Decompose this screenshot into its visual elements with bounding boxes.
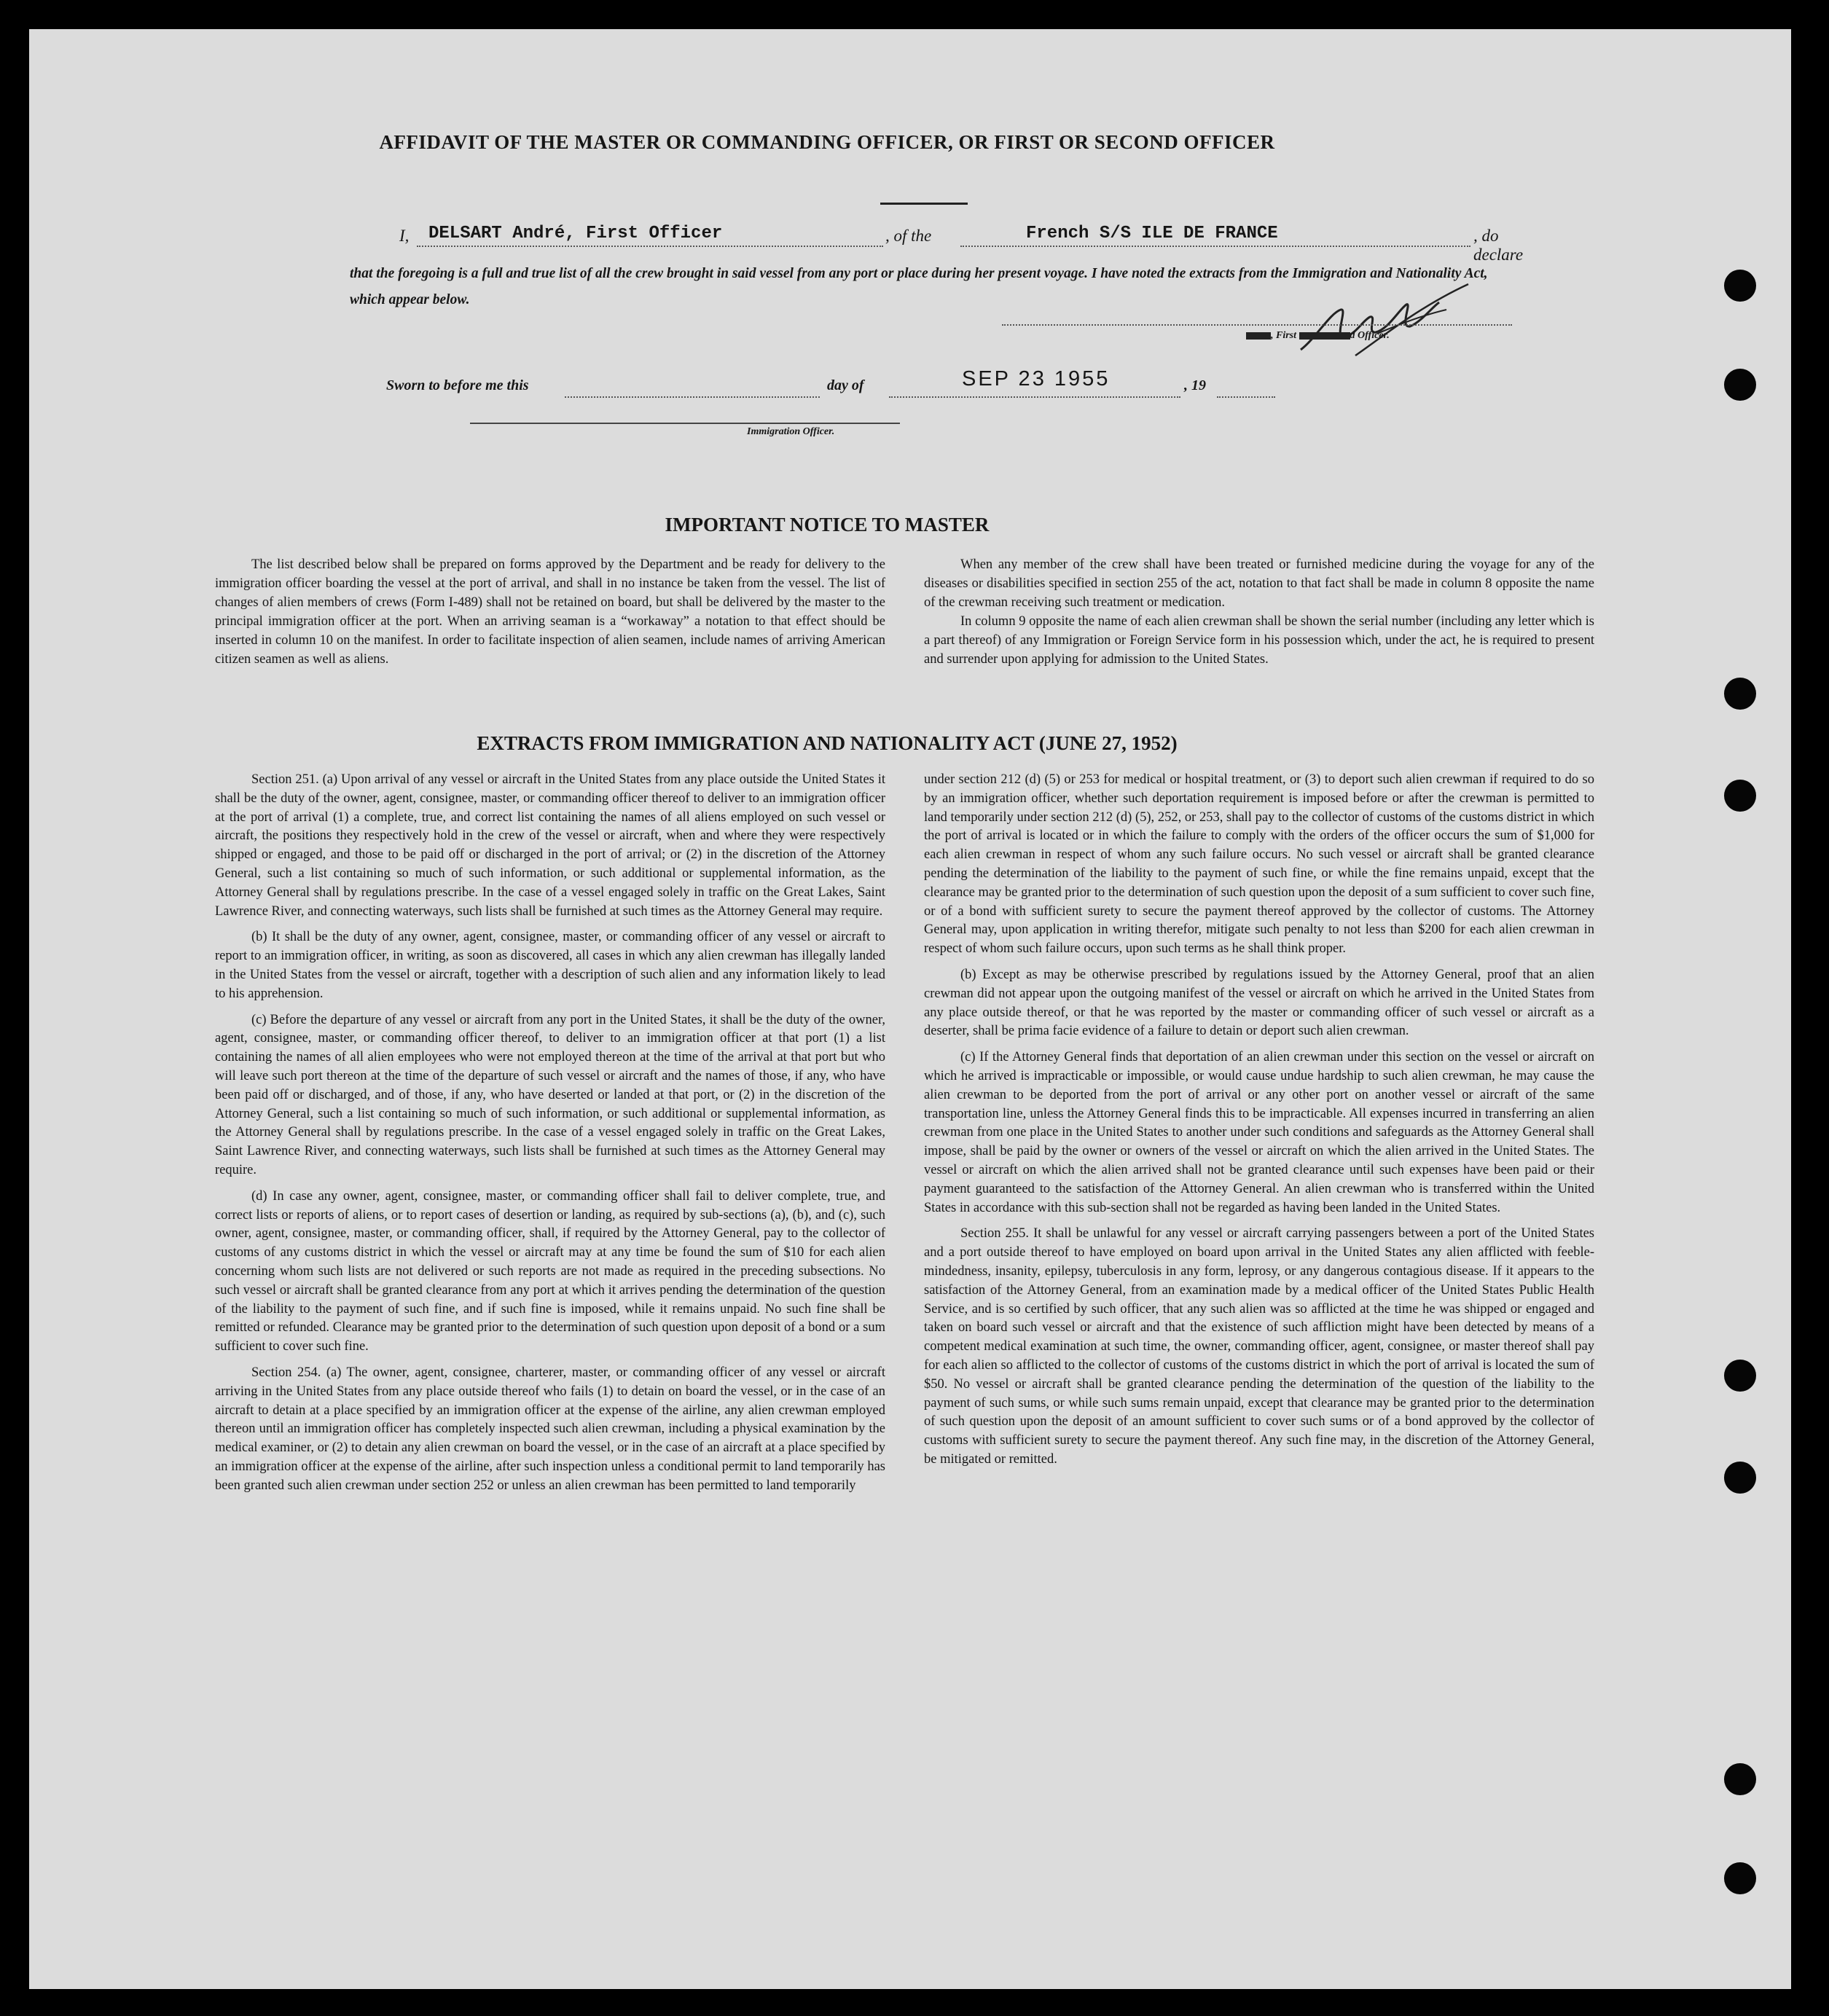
day-of-label: day of [827, 377, 864, 393]
do-declare-label: , do declare [1473, 227, 1524, 264]
of-the-label: , of the [885, 227, 932, 245]
sworn-label: Sworn to before me this [386, 377, 529, 393]
document-page [29, 29, 1791, 1989]
declaration-text: that the foregoing is a full and true list of all the crew brought in said vessel from any port or place during her present voyage. I have noted the extracts from the Immigration and Nationality Act, which appear below. [350, 266, 1488, 307]
notice-paragraph: In column 9 opposite the name of each alien crewman shall be shown the serial number (including any letter which is a part thereof) of any Immigration or Foreign Service form in his possession which, under the act, he is required to present and surrender upon applying for admission to the United States. [924, 614, 1594, 667]
notice-left-column [215, 555, 885, 676]
declaration-line [350, 222, 1530, 264]
section-254a-continued: under section 212 (d) (5) or 253 for medical or hospital treatment, or (3) to deport such alien crewman if required to do so by an immigration officer, whether such deportation requirement is imposed before or after the crewman is permitted to land temporarily under section 212 (d) (5), 252, or 253, shall pay to the collector of customs of the customs district in which the port of arrival is located or in which the failure to comply with the orders of the officer occurs the sum of $1,000 for each alien crewman in respect of whom any such failure occurs. No such vessel or aircraft shall be granted clearance pending the determination of the liability to the payment of such fine, or while the fine remains unpaid, except that the clearance may be granted prior to the determination of such question upon the deposit of a sum sufficient to cover such fine, or of a bond with sufficient surety to secure the payment thereof approved by the collector of customs. The Attorney General may, upon application in writing therefor, mitigate such penalty to not less than $200 for each alien crewman in respect of whom such failure occurs, upon such terms as he shall think proper. [924, 772, 1594, 957]
vessel-name: French S/S ILE DE FRANCE [1026, 224, 1278, 243]
extracts-right-column [924, 771, 1594, 1477]
title-rule [880, 203, 968, 205]
section-254a: Section 254. (a) The owner, agent, consignee, charterer, master, or commanding officer of any vessel or aircraft arriving in the United States from any place outside thereof who fails (1) to detain on board the vessel, or in the case of an aircraft to detain at a place specified by an immigration officer at the expense of the airline, any alien crewman employed thereon until an immigration officer has completely inspected such alien crewman, including a physical examination by the medical examiner, or (2) to detain any alien crewman on board the vessel, or in the case of an aircraft at a place specified by an immigration officer at the expense of the airline, after such inspection unless a conditional permit to land temporarily has been granted such alien crewman under section 252 or unless an alien crewman has been permitted to land temporarily [215, 1365, 885, 1493]
officer-name: DELSART André, First Officer [428, 224, 723, 243]
officer-signature [1290, 270, 1472, 364]
officer-caption: , First d Officer. [1246, 330, 1390, 342]
affidavit-title: AFFIDAVIT OF THE MASTER OR COMMANDING OFFICER, OR FIRST OR SECOND OFFICER [379, 131, 1275, 153]
punch-hole [1724, 270, 1756, 302]
punch-hole [1724, 678, 1756, 710]
immigration-officer-caption: Immigration Officer. [747, 426, 835, 437]
section-254c: (c) If the Attorney General finds that deportation of an alien crewman under this section on the vessel or aircraft on which he arrived is impracticable or impossible, or would cause undue hardship to such alien crewman, he may cause the alien crewman to be deported from the port of arrival or any other port on another vessel or aircraft of the same transportation line, unless the Attorney General finds this to be impracticable. All expenses incurred in transferring an alien crewman from one place in the United States to another under such conditions and safeguards as the Attorney General shall impose, shall be paid by the owner or owners of the vessel or aircraft on which the alien arrived in the United States. The vessel or aircraft on which the alien arrived shall not be granted clearance until such expenses have been paid or their payment guaranteed to the satisfaction of the Attorney General. An alien crewman who is transferred within the United States in accordance with this sub-section shall not be regarded as having been landed in the United States. [924, 1050, 1594, 1215]
section-251a: Section 251. (a) Upon arrival of any vessel or aircraft in the United States from any place outside the United States it shall be the duty of the owner, agent, consignee, master, or commanding officer thereof to deliver to an immigration officer at the port of arrival (1) a complete, true, and correct list containing the names of all aliens employed on such vessel or aircraft, the positions they respectively hold in the crew of the vessel or aircraft, when and where they were respectively shipped or engaged, and those to be paid off or discharged in the port of arrival; or (2) in the discretion of the Attorney General, such a list containing so much of such information, or such additional or supplemental information, as the Attorney General shall by regulations prescribe. In the case of a vessel engaged solely in traffic on the Great Lakes, Saint Lawrence River, and connecting waterways, such lists shall be furnished at such times as the Attorney General may require. [215, 772, 885, 919]
notice-paragraph: The list described below shall be prepared on forms approved by the Department and be ready for delivery to the immigration officer boarding the vessel at the port of arrival, and shall in no instance be taken from the vessel. The list of changes of alien members of crews (Form I-489) shall not be retained on board, but shall be delivered by the master to the principal immigration officer at the port. When an arriving seaman is a “workaway” a notation to that effect should be inserted in column 10 on the manifest. In order to facilitate inspection of alien seamen, include names of arriving American citizen seamen as well as aliens. [215, 557, 885, 667]
section-251b: (b) It shall be the duty of any owner, agent, consignee, master, or commanding officer of any vessel or aircraft to report to an immigration officer, in writing, as soon as discovered, all cases in which any alien crewman has illegally landed in the United States from the vessel or aircraft, together with a description of such alien and any information likely to lead to his apprehension. [215, 930, 885, 1001]
punch-hole [1724, 1763, 1756, 1795]
notice-right-column [924, 555, 1594, 676]
punch-hole [1724, 1462, 1756, 1494]
section-255: Section 255. It shall be unlawful for any vessel or aircraft carrying passengers between a port of the United States and a port outside thereof to have employed on board upon arrival in the United States any alien afflicted with feeble-mindedness, insanity, epilepsy, tuberculosis in any form, leprosy, or any dangerous contagious disease. If it appears to the satisfaction of the Attorney General, from an examination made by a medical officer of the United States Public Health Service, and is so certified by such officer, that any such alien was so afflicted at the time he was shipped or engaged and taken on board such vessel or aircraft and that the existence of such affliction might have been detected by means of a competent medical examination at such time, the owner, commanding officer, agent, consignee, or master thereof shall pay for each alien so afflicted to the collector of customs of the customs district in which the port of arrival is located the sum of $50. No vessel or aircraft shall be granted clearance pending the determination of the question of the liability to the payment of such sums, or while such sums remain unpaid, except that clearance may be granted prior to the determination of such question upon the deposit of an amount sufficient to cover such sums or of a bond approved by the collector of customs with sufficient surety to secure the payment thereof. Any such fine may, in the discretion of the Attorney General, be mitigated or remitted. [924, 1226, 1594, 1467]
date-stamp: SEP 23 1955 [962, 367, 1111, 391]
notice-title: IMPORTANT NOTICE TO MASTER [665, 514, 990, 536]
year-prefix: , 19 [1184, 377, 1206, 393]
section-251d: (d) In case any owner, agent, consignee, master, or commanding officer shall fail to deliver complete, true, and correct lists or reports of aliens, or to report cases of desertion or landing, as required by sub-sections (a), (b), and (c), such owner, agent, consignee, master, or commanding officer, shall, if required by the Attorney General, pay to the collector of customs of any customs district in which the vessel or aircraft may at any time be found the sum of $10 for each alien concerning whom such lists are not delivered or such reports are not made as required in the preceding subsections. No such vessel or aircraft shall be granted clearance from any port at which it arrives pending the determination of the question of the liability to the payment of such fine, and if such fine is imposed, while it remains unpaid. No such fine shall be remitted or refunded. Clearance may be granted prior to the determination of such question upon deposit of a bond or a sum sufficient to cover such fine. [215, 1188, 885, 1354]
extracts-title: EXTRACTS FROM IMMIGRATION AND NATIONALITY ACT (JUNE 27, 1952) [477, 732, 1178, 754]
punch-hole [1724, 369, 1756, 401]
section-251c: (c) Before the departure of any vessel or aircraft from any port in the United States, it shall be the duty of the owner, agent, consignee, master, or commanding officer thereof, to deliver to an immigration officer at that port (1) a list containing the names of all alien employees who were not employed thereon at the time of the arrival at that port but who will leave such port thereon at the time of the departure of such vessel or aircraft and the names of those, if any, who have been paid off or discharged, and of those, if any, who have deserted or landed at that port, or (2) in the discretion of the Attorney General, such a list containing so much of such information, or such additional or supplemental information, as the Attorney General shall by regulations prescribe. In the case of a vessel engaged solely in traffic on the Great Lakes, Saint Lawrence River, and connecting waterways, such lists shall be furnished at such times as the Attorney General may require. [215, 1012, 885, 1177]
i-label: I, [399, 227, 410, 245]
section-254b: (b) Except as may be otherwise prescribed by regulations issued by the Attorney General, proof that an alien crewman did not appear upon the outgoing manifest of the vessel or aircraft on which he arrived in the United States from any place outside thereof, or that he was reported by the master or commanding officer of such vessel or aircraft as a deserter, shall be prima facie evidence of a failure to detain or deport such alien crewman. [924, 967, 1594, 1039]
punch-hole [1724, 1360, 1756, 1392]
punch-hole [1724, 780, 1756, 812]
notice-paragraph: When any member of the crew shall have been treated or furnished medicine during the voyage for any of the diseases or disabilities specified in section 255 of the act, notation to that fact shall be made in column 8 opposite the name of the crewman receiving such treatment or medication. [924, 557, 1594, 610]
punch-hole [1724, 1862, 1756, 1894]
sworn-line [386, 367, 1479, 401]
extracts-left-column [215, 771, 885, 1502]
